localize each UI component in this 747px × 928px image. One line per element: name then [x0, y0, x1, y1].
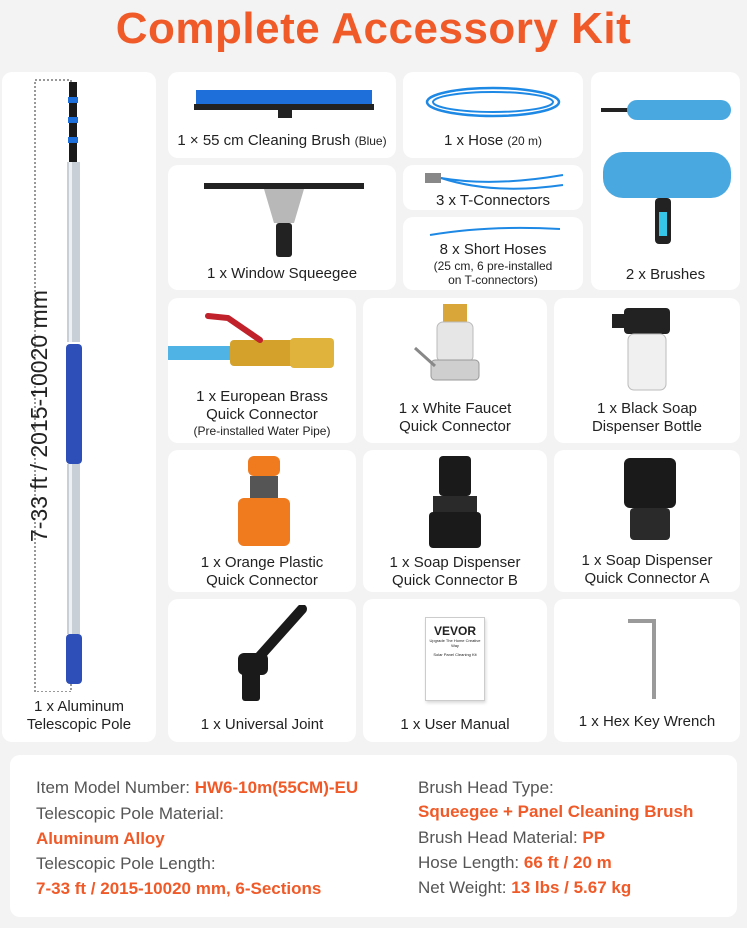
hex-key-image [624, 617, 664, 703]
soapA-line1: 1 x Soap Dispenser [581, 552, 713, 569]
pole-label-line2: Telescopic Pole [26, 716, 132, 733]
spec-weight [418, 877, 631, 899]
brass-label [168, 388, 356, 438]
spec-material-value: Aluminum Alloy [36, 829, 165, 848]
tconn-label: 3 x T-Connectors [436, 192, 550, 209]
manual-label: 1 x User Manual [400, 716, 510, 733]
pole-label-line1: 1 x Aluminum [33, 698, 125, 715]
orange-line1: 1 x Orange Plastic [200, 554, 324, 571]
cleaning-brush-image [194, 86, 374, 120]
brushes-image [597, 92, 734, 252]
spec-model-label: Item Model Number: [36, 778, 195, 797]
shorthoses-card [403, 217, 583, 290]
brass-card [168, 298, 356, 443]
hexkey-label: 1 x Hex Key Wrench [578, 713, 716, 730]
soapA-label [554, 552, 740, 588]
spec-model-value: HW6-10m(55CM)-EU [194, 778, 359, 797]
spec-head-type-value: Squeegee + Panel Cleaning Brush [418, 802, 694, 821]
soapA-card [554, 450, 740, 592]
shorthoses-note1: (25 cm, 6 pre-installed [433, 259, 553, 273]
brushes-card [591, 72, 740, 290]
orange-label [168, 554, 356, 590]
soap-bottle-image [612, 306, 682, 394]
brush55-label [168, 132, 396, 150]
squeegee-card [168, 165, 396, 290]
soap-connector-b-image [423, 456, 487, 550]
spec-head-material-label: Brush Head Material: [418, 828, 583, 847]
squeegee-image [204, 183, 364, 259]
spec-hose-label: Hose Length: [418, 853, 524, 872]
spec-hose-value: 66 ft / 20 m [523, 853, 612, 872]
spec-material-label: Telescopic Pole Material: [36, 804, 225, 823]
brass-note: (Pre-installed Water Pipe) [193, 424, 331, 438]
brush55-text: 1 × 55 cm Cleaning Brush [177, 132, 351, 149]
whitefaucet-label [363, 400, 547, 436]
orange-line2: Quick Connector [206, 572, 318, 589]
brass-line1: 1 x European Brass [196, 388, 328, 405]
soap-connector-a-image [620, 458, 680, 544]
manual-card [363, 599, 547, 742]
brass-line2: Quick Connector [206, 406, 318, 423]
manual-tagline: Upgrade The Home Creative Way [429, 638, 481, 648]
pole-card [2, 72, 156, 742]
t-connector-image [423, 167, 568, 191]
spec-head-type-label: Brush Head Type: [418, 778, 554, 797]
brush55-note: (Blue) [354, 134, 387, 148]
soapA-line2: Quick Connector A [584, 570, 710, 587]
squeegee-label: 1 x Window Squeegee [206, 265, 358, 282]
soapbottle-line2: Dispenser Bottle [591, 418, 703, 435]
short-hoses-image [428, 221, 563, 241]
spec-hose [418, 852, 612, 874]
hose-card [403, 72, 583, 158]
pole-label [2, 698, 156, 734]
manual-heading: Solar Panel Cleaning Kit [433, 652, 477, 657]
hose-text: 1 x Hose [443, 132, 504, 149]
hose-note: (20 m) [507, 134, 543, 148]
soapB-line2: Quick Connector B [392, 572, 518, 589]
shorthoses-note2: on T-connectors) [448, 273, 538, 287]
joint-label: 1 x Universal Joint [200, 716, 324, 733]
brushes-label: 2 x Brushes [625, 266, 706, 283]
whitefaucet-line2: Quick Connector [399, 418, 511, 435]
orange-connector-image [234, 456, 294, 550]
soapB-card [363, 450, 547, 592]
page-title: Complete Accessory Kit [115, 4, 632, 53]
pole-dimension: 7-33 ft / 2015-10020 mm [26, 290, 52, 542]
joint-card [168, 599, 356, 742]
whitefaucet-line1: 1 x White Faucet [398, 400, 512, 417]
soapB-line1: 1 x Soap Dispenser [389, 554, 521, 571]
spec-length-label: Telescopic Pole Length: [36, 854, 216, 873]
soapbottle-line1: 1 x Black Soap [596, 400, 698, 417]
manual-brand: VEVOR [433, 624, 476, 638]
spec-length-value: 7-33 ft / 2015-10020 mm, 6-Sections [36, 879, 322, 898]
spec-model [36, 777, 358, 799]
hose-image [423, 82, 563, 122]
spec-head-material [418, 827, 605, 849]
spec-head-material-value: PP [582, 828, 606, 847]
brush55-card [168, 72, 396, 158]
hose-label [403, 132, 583, 150]
brass-connector-image [168, 308, 356, 378]
specifications-panel [10, 755, 737, 917]
soapbottle-card [554, 298, 740, 443]
tconn-card [403, 165, 583, 210]
orange-card [168, 450, 356, 592]
white-faucet-connector-image [405, 304, 505, 394]
soapbottle-label [554, 400, 740, 436]
shorthoses-text: 8 x Short Hoses [439, 241, 547, 258]
soapB-label [363, 554, 547, 590]
universal-joint-image [212, 605, 312, 705]
spec-weight-value: 13 lbs / 5.67 kg [511, 878, 632, 897]
spec-weight-label: Net Weight: [418, 878, 512, 897]
shorthoses-label [403, 241, 583, 287]
hexkey-card [554, 599, 740, 742]
whitefaucet-card [363, 298, 547, 443]
user-manual-image [425, 617, 485, 701]
